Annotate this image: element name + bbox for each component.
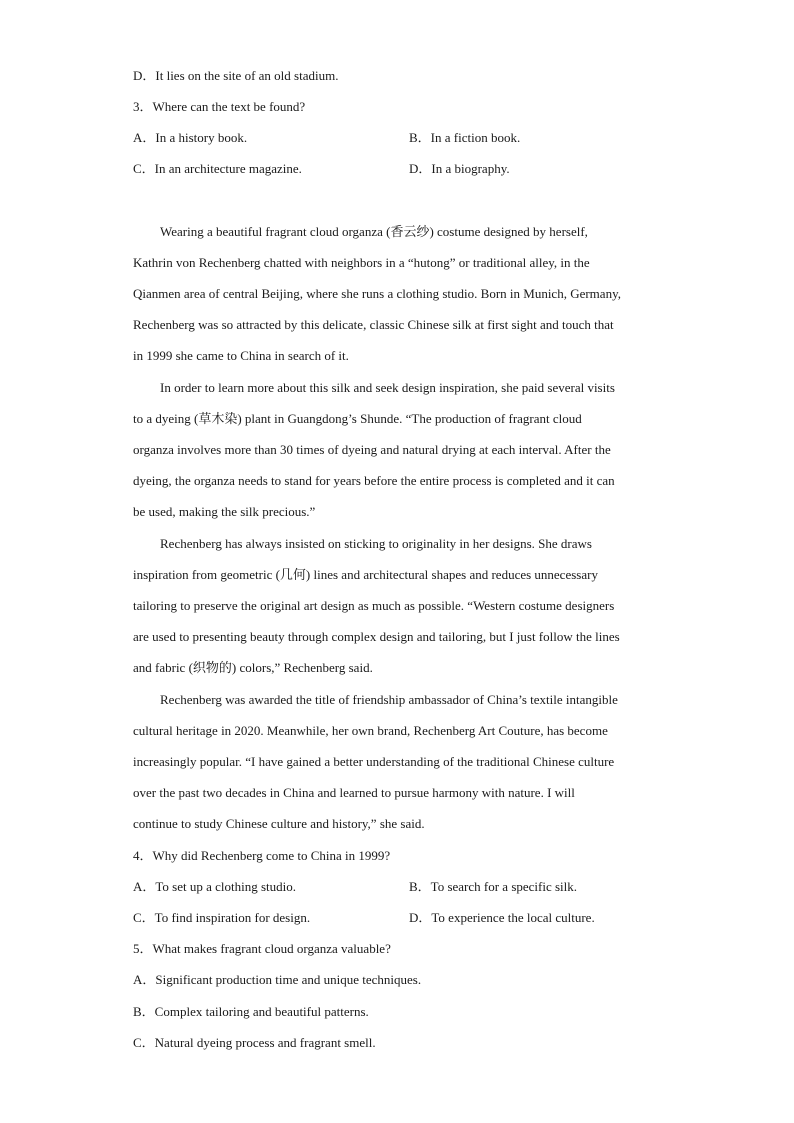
q3-question: 3．Where can the text be found? bbox=[133, 99, 306, 114]
passage-line: be used, making the silk precious.” bbox=[133, 504, 316, 519]
q5-question: 5．What makes fragrant cloud organza valuable? bbox=[133, 941, 391, 956]
q3-option-a: A．In a history book. bbox=[133, 130, 248, 145]
passage-line: dyeing, the organza needs to stand for years before the entire process is completed and it can bbox=[133, 473, 615, 488]
q5-option-a: A．Significant production time and unique techniques. bbox=[133, 972, 422, 987]
passage-line: In order to learn more about this silk and seek design inspiration, she paid several visits bbox=[160, 380, 615, 395]
q4-option-c: C．To find inspiration for design. bbox=[133, 910, 311, 925]
q4-option-d: D．To experience the local culture. bbox=[409, 910, 595, 925]
passage-line: are used to presenting beauty through complex design and tailoring, but I just follow the lines bbox=[133, 629, 620, 644]
passage-line: inspiration from geometric (几何) lines and architectural shapes and reduces unnecessary bbox=[133, 567, 598, 582]
passage-line: Rechenberg has always insisted on sticking to originality in her designs. She draws bbox=[160, 536, 592, 551]
passage-line: in 1999 she came to China in search of it. bbox=[133, 348, 349, 363]
passage-line: organza involves more than 30 times of dyeing and natural drying at each interval. After the bbox=[133, 442, 611, 457]
q2-option-d: D．It lies on the site of an old stadium. bbox=[133, 68, 339, 83]
passage-line: over the past two decades in China and learned to pursue harmony with nature. I will bbox=[133, 785, 575, 800]
q4-option-b: B．To search for a specific silk. bbox=[409, 879, 578, 894]
q4-option-a: A．To set up a clothing studio. bbox=[133, 879, 297, 894]
passage-line: to a dyeing (草木染) plant in Guangdong’s Shunde. “The production of fragrant cloud bbox=[133, 411, 582, 426]
q5-option-b: B．Complex tailoring and beautiful patterns. bbox=[133, 1004, 369, 1019]
passage-line: Kathrin von Rechenberg chatted with neighbors in a “hutong” or traditional alley, in the bbox=[133, 255, 590, 270]
passage-line: continue to study Chinese culture and history,” she said. bbox=[133, 816, 425, 831]
passage-line: tailoring to preserve the original art design as much as possible. “Western costume designers bbox=[133, 598, 615, 613]
q5-option-c: C．Natural dyeing process and fragrant smell. bbox=[133, 1035, 376, 1050]
q3-option-b: B．In a fiction book. bbox=[409, 130, 521, 145]
q3-option-d: D．In a biography. bbox=[409, 161, 510, 176]
passage-line: and fabric (织物的) colors,” Rechenberg said. bbox=[133, 660, 373, 675]
q3-option-c: C．In an architecture magazine. bbox=[133, 161, 302, 176]
passage-line: increasingly popular. “I have gained a better understanding of the traditional Chinese culture bbox=[133, 754, 615, 769]
passage-line: Qianmen area of central Beijing, where she runs a clothing studio. Born in Munich, Germany, bbox=[133, 286, 621, 301]
q4-question: 4．Why did Rechenberg come to China in 1999? bbox=[133, 848, 391, 863]
passage-line: Rechenberg was so attracted by this delicate, classic Chinese silk at first sight and touch that bbox=[133, 317, 614, 332]
passage-line: Wearing a beautiful fragrant cloud organza (香云纱) costume designed by herself, bbox=[160, 224, 588, 239]
passage-line: cultural heritage in 2020. Meanwhile, her own brand, Rechenberg Art Couture, has become bbox=[133, 723, 608, 738]
passage-line: Rechenberg was awarded the title of friendship ambassador of China’s textile intangible bbox=[160, 692, 618, 707]
